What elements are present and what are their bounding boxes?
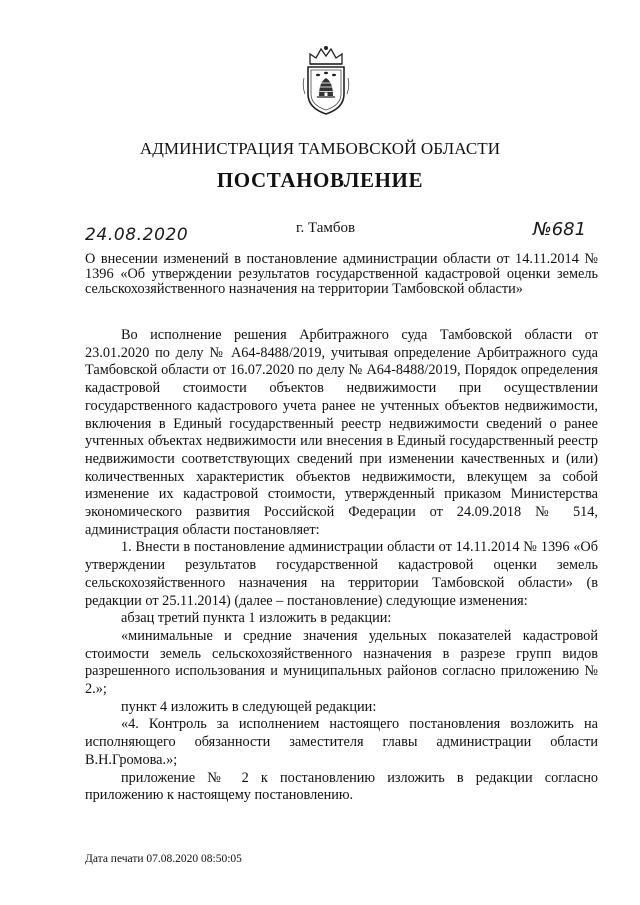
document-number: №681: [533, 219, 587, 240]
document-subject: О внесении изменений в постановление администрации области от 14.11.2014 № 1396 «Об утверждении результатов государственной кадастровой оценки земель сельскохозяйственного назначения на территории Тамбовской области»: [85, 251, 598, 297]
tambov-coat-of-arms-icon: [301, 44, 351, 116]
document-type: ПОСТАНОВЛЕНИЕ: [216, 168, 424, 192]
print-date: Дата печати 07.08.2020 08:50:05: [85, 853, 242, 865]
document-date: 24.08.2020: [85, 225, 189, 245]
body-paragraph: абзац третий пункта 1 изложить в редакции:: [121, 610, 392, 627]
body-paragraph: «минимальные и средние значения удельных показателей кадастровой стоимости земель сельскохозяйственного назначения в разрезе групп видов разрешенного использования и муниципальных районов согласно приложению № 2.»;: [85, 627, 598, 698]
organization-name: АДМИНИСТРАЦИЯ ТАМБОВСКОЙ ОБЛАСТИ: [139, 139, 501, 158]
document-body: [85, 327, 598, 805]
body-paragraph: «4. Контроль за исполнением настоящего постановления возложить на исполняющего обязанности заместителя главы администрации области В.Н.Громова.»;: [85, 716, 598, 768]
body-paragraph: 1. Внести в постановление администрации области от 14.11.2014 № 1396 «Об утверждении результатов государственной кадастровой оценки земель сельскохозяйственного назначения на территории Тамбовской области» (в редакции от 25.11.2014) (далее – постановление) следующие изменения:: [85, 539, 598, 609]
body-paragraph: приложение № 2 к постановлению изложить в редакции согласно приложению к настоящему постановлению.: [85, 769, 598, 804]
body-paragraph: Во исполнение решения Арбитражного суда Тамбовской области от 23.01.2020 по делу № А64-8488/2019, учитывая определение Арбитражного суда Тамбовской области от 16.07.2020 по делу № А64-8488/2019, Порядок определения кадастровой стоимости объектов недвижимости при осуществлении государственного кадастрового учета ранее не учтенных объектов недвижимости, включения в Единый государственный реестр недвижимости сведений о ранее учтенных объектах недвижимости или внесения в Единый государственный реестр недвижимости соответствующих сведений при изменении качественных и (или) количественных характеристик объектов недвижимости, влекущем за собой изменение их кадастровой стоимости, утвержденный приказом Министерства экономического развития Российской Федерации от 24.09.2018 № 514, администрация области постановляет:: [85, 327, 598, 538]
document-city: г. Тамбов: [296, 220, 356, 236]
body-paragraph: пункт 4 изложить в следующей редакции:: [121, 698, 377, 715]
